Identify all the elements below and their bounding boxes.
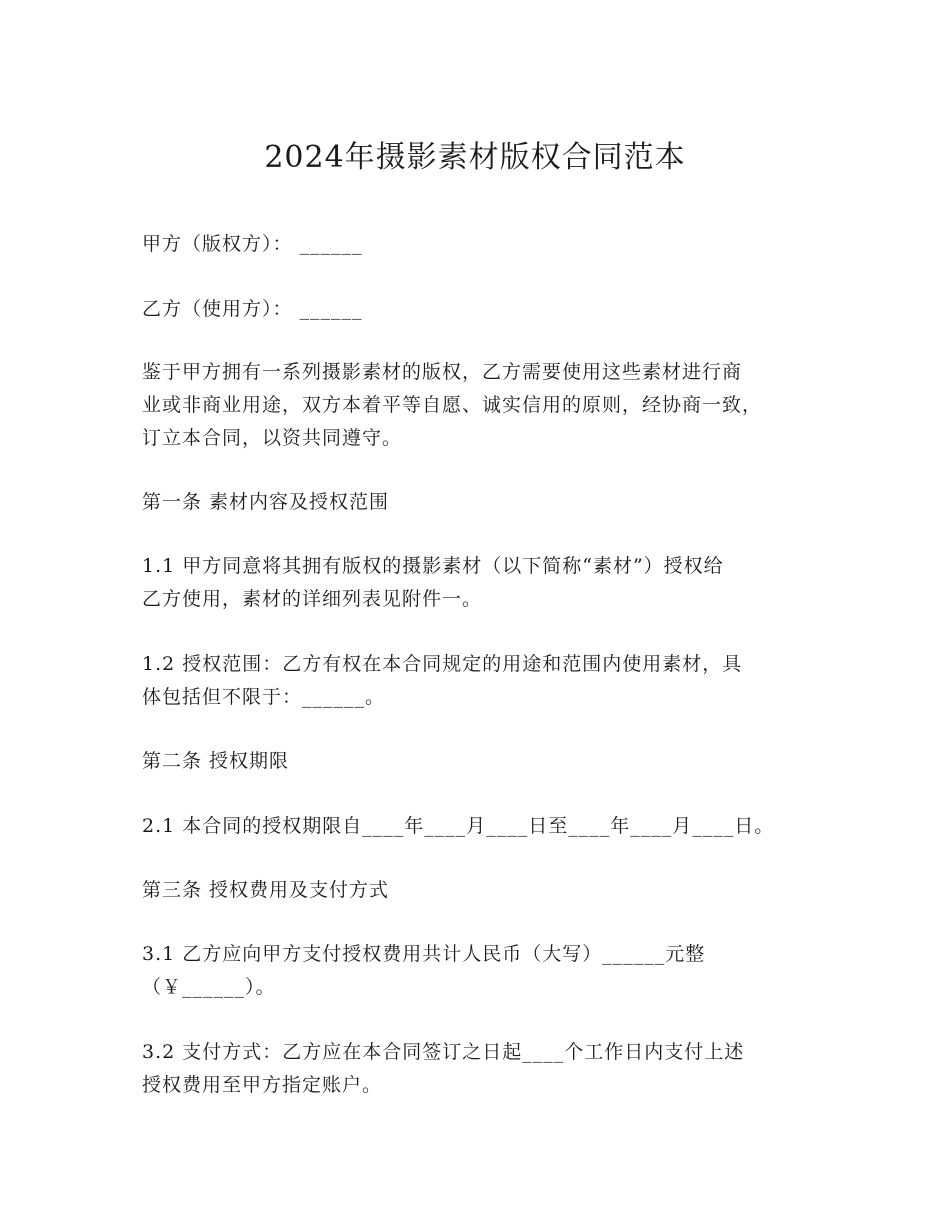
preamble-line-1: 鉴于甲方拥有一系列摄影素材的版权，乙方需要使用这些素材进行商 [142,361,743,383]
clause-1-1-line-2: 乙方使用，素材的详细列表见附件一。 [142,588,483,610]
clause-3-1-line-1: 3.1 乙方应向甲方支付授权费用共计人民币（大写）______元整 [142,943,706,965]
party-b-line: 乙方（使用方）： ______ [142,298,363,320]
clause-3-1-line-2: （￥______）。 [142,976,276,998]
article-3-heading: 第三条 授权费用及支付方式 [142,879,390,901]
clause-1-2-line-1: 1.2 授权范围：乙方有权在本合同规定的用途和范围内使用素材，具 [142,653,743,675]
document-title: 2024年摄影素材版权合同范本 [264,140,686,175]
clause-3-2-line-2: 授权费用至甲方指定账户。 [142,1074,383,1096]
article-2-heading: 第二条 授权期限 [142,750,290,772]
preamble-line-3: 订立本合同，以资共同遵守。 [142,427,403,449]
clause-1-1-line-1: 1.1 甲方同意将其拥有版权的摄影素材（以下简称“素材”）授权给 [142,555,724,577]
clause-2-1: 2.1 本合同的授权期限自____年____月____日至____年____月____日。 [142,815,775,837]
party-a-line: 甲方（版权方）： ______ [142,233,363,255]
clause-1-2-line-2: 体包括但不限于：______。 [142,686,386,708]
preamble-line-2: 业或非商业用途，双方本着平等自愿、诚实信用的原则，经协商一致， [142,394,763,416]
clause-3-2-line-1: 3.2 支付方式：乙方应在本合同签订之日起____个工作日内支付上述 [142,1041,745,1063]
article-1-heading: 第一条 素材内容及授权范围 [142,491,390,513]
